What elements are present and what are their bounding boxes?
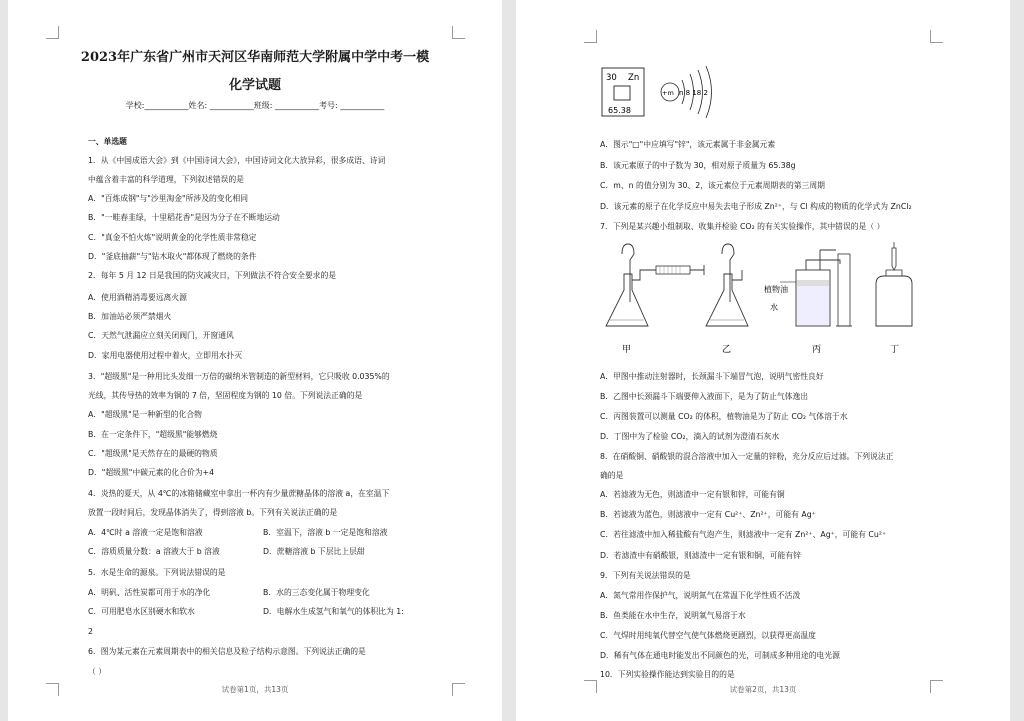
question-6-option-d: D．该元素的原子在化学反应中易失去电子形成 Zn²⁺，与 Cl 构成的物质的化学式为 ZnCl₂ [600,202,912,211]
question-9-option-c: C．气焊时用纯氧代替空气使气体燃烧更剧烈，以获得更高温度 [600,631,816,640]
question-1-option-c: C．"真金不怕火炼"说明黄金的化学性质非常稳定 [88,233,257,242]
zinc-element-figure [600,48,730,128]
question-3-option-b: B．在一定条件下，"超级黑"能够燃烧 [88,430,218,439]
question-8-option-a: A．若滤液为无色，则滤渣中一定有银和锌，可能有铜 [600,490,785,499]
question-1-option-a: A．"百炼成钢"与"沙里淘金"所涉及的变化相同 [88,194,249,203]
question-4-option-c: C．溶质质量分数：a 溶液大于 b 溶液 [88,547,220,556]
question-9-option-a: A．氮气常用作保护气，说明氮气在常温下化学性质不活泼 [600,591,801,600]
crop-mark [930,30,943,43]
section-heading: 一、单选题 [88,137,127,146]
question-5-option-c: C．可用肥皂水区别硬水和软水 [88,607,195,616]
question-4-stem-cont: 放置一段时间后，发现晶体消失了，得到溶液 b。下列有关说法正确的是 [88,508,338,517]
element-number: 30 [606,73,617,83]
question-6-option-c: C．m、n 的值分别为 30、2，该元素位于元素周期表的第三周期 [600,181,825,190]
figure-label-jia: 甲 [622,345,632,355]
question-9-option-b: B．鱼类能在水中生存，说明氧气易溶于水 [600,611,746,620]
question-7-option-a: A．甲图中推动注射器时，长颈漏斗下端冒气泡，说明气密性良好 [600,372,824,381]
question-8-option-b: B．若滤液为蓝色，则滤液中一定有 Cu²⁺、Zn²⁺，可能有 Ag⁺ [600,510,816,519]
question-2-stem: 2．每年 5 月 12 日是我国的防灾减灾日，下列做法不符合安全要求的是 [88,271,337,280]
question-6-option-a: A．图示"□"中应填写"锌"，该元素属于非金属元素 [600,140,776,149]
student-info-line: 学校:___________姓名: ___________班级: ___________考号: ___________ [125,101,385,110]
question-3-option-c: C．"超级黑"是天然存在的最硬的物质 [88,449,218,458]
question-7-option-b: B．乙图中长颈漏斗下端要伸入液面下，是为了防止气体逸出 [600,392,809,401]
question-3-option-a: A．"超级黑"是一种新型的化合物 [88,410,202,419]
figure-label-ding: 丁 [890,345,900,355]
question-4-stem: 4．炎热的夏天，从 4℃的冰箱储藏室中拿出一杯内有少量蔗糖晶体的溶液 a，在室温下 [88,489,390,498]
exam-title-line1: 2023年广东省广州市天河区华南师范大学附属中学中考一模 [80,50,430,65]
question-8-stem: 8．在硝酸铜、硝酸银的混合溶液中加入一定量的锌粉，充分反应后过滤。下列说法正 [600,452,894,461]
question-5-option-b: B．水的三态变化属于物理变化 [263,588,370,597]
question-4-option-a: A．4℃时 a 溶液一定是饱和溶液 [88,528,203,537]
question-1-stem-cont: 中蕴含着丰富的科学道理，下列叙述错误的是 [88,175,244,184]
question-2-option-c: C．天然气泄漏应立刻关闭阀门，开窗通风 [88,331,234,340]
question-2-option-b: B．加油站必须严禁烟火 [88,312,172,321]
question-8-option-c: C．若往滤渣中加入稀盐酸有气泡产生，则滤液中一定有 Zn²⁺、Ag⁺，可能有 Cu²⁺ [600,530,887,539]
question-3-stem-cont: 光线，其传导热的效率为铜的 7 倍，坚固程度为钢的 10 倍。下列说法正确的是 [88,391,363,400]
question-3-option-d: D．"超级黑"中碳元素的化合价为+4 [88,468,215,477]
label-vegetable-oil: 植物油 [764,285,788,294]
element-mass: 65.38 [608,106,631,115]
question-1-option-d: D．"釜底抽薪"与"钻木取火"都体现了燃烧的条件 [88,252,257,261]
question-1-option-b: B．"一畦春韭绿，十里稻花香"是因为分子在不断地运动 [88,213,280,222]
question-2-option-a: A．使用酒精消毒要远离火源 [88,293,187,302]
question-5-option-d: D．电解水生成氢气和氧气的体积比为 1: [263,607,404,616]
question-9-stem: 9．下列有关说法错误的是 [600,571,691,580]
question-4-option-b: B．室温下，溶液 b 一定是饱和溶液 [263,528,388,537]
question-5-option-a: A．明矾、活性炭都可用于水的净化 [88,588,211,597]
question-2-option-d: D．家用电器使用过程中着火，立即用水扑灭 [88,351,243,360]
page-footer: 试卷第2页，共13页 [729,685,797,694]
nucleus-charge: +m [662,89,674,97]
exam-title-line2: 化学试题 [228,78,281,93]
crop-mark [584,30,597,43]
question-9-option-d: D．稀有气体在通电时能发出不同颜色的光，可制成多种用途的电光源 [600,651,840,660]
page-footer: 试卷第1页，共13页 [221,685,289,694]
figure-label-bing: 丙 [812,345,822,355]
element-symbol: Zn [628,73,640,83]
label-water: 水 [770,303,778,312]
question-10-stem: 10．下列实验操作能达到实验目的的是 [600,670,735,679]
question-6-option-b: B．该元素原子的中子数为 30，相对原子质量为 65.38g [600,161,796,170]
co2-apparatus-figure [600,240,930,360]
exam-page-2 [516,0,1010,721]
question-5-option-d-cont: 2 [88,627,93,636]
crop-mark [452,26,465,39]
question-7-option-d: D．丁图中为了检验 CO₂，滴入的试剂为澄清石灰水 [600,432,780,441]
figure-label-yi: 乙 [722,345,732,355]
question-7-stem: 7．下列是某兴趣小组制取、收集并检验 CO₂ 的有关实验操作，其中错误的是（ ） [600,222,885,231]
question-6-blank: （ ） [88,667,107,676]
question-6-stem: 6．图为某元素在元素周期表中的相关信息及粒子结构示意图。下列说法正确的是 [88,647,366,656]
question-8-option-d: D．若滤渣中有硝酸银，则滤渣中一定有银和铜，可能有锌 [600,551,801,560]
question-5-stem: 5．水是生命的源泉。下列说法错误的是 [88,568,226,577]
question-3-stem: 3．"超级黑"是一种用比头发细一万倍的碳纳米管制造的新型材料，它只吸收 0.035%的 [88,372,390,381]
question-4-option-d: D．蔗糖溶液 b 下层比上层甜 [263,547,365,556]
exam-page-1 [8,0,502,721]
question-8-stem-cont: 确的是 [600,471,624,480]
question-1-stem: 1．从《中国成语大会》到《中国诗词大会》，中国诗词文化大放异彩，很多成语、诗词 [88,156,386,165]
question-7-option-c: C．丙图装置可以测量 CO₂ 的体积，植物油是为了防止 CO₂ 气体溶于水 [600,412,848,421]
electron-shells: n 8 18 2 [679,89,708,97]
crop-mark [46,26,59,39]
